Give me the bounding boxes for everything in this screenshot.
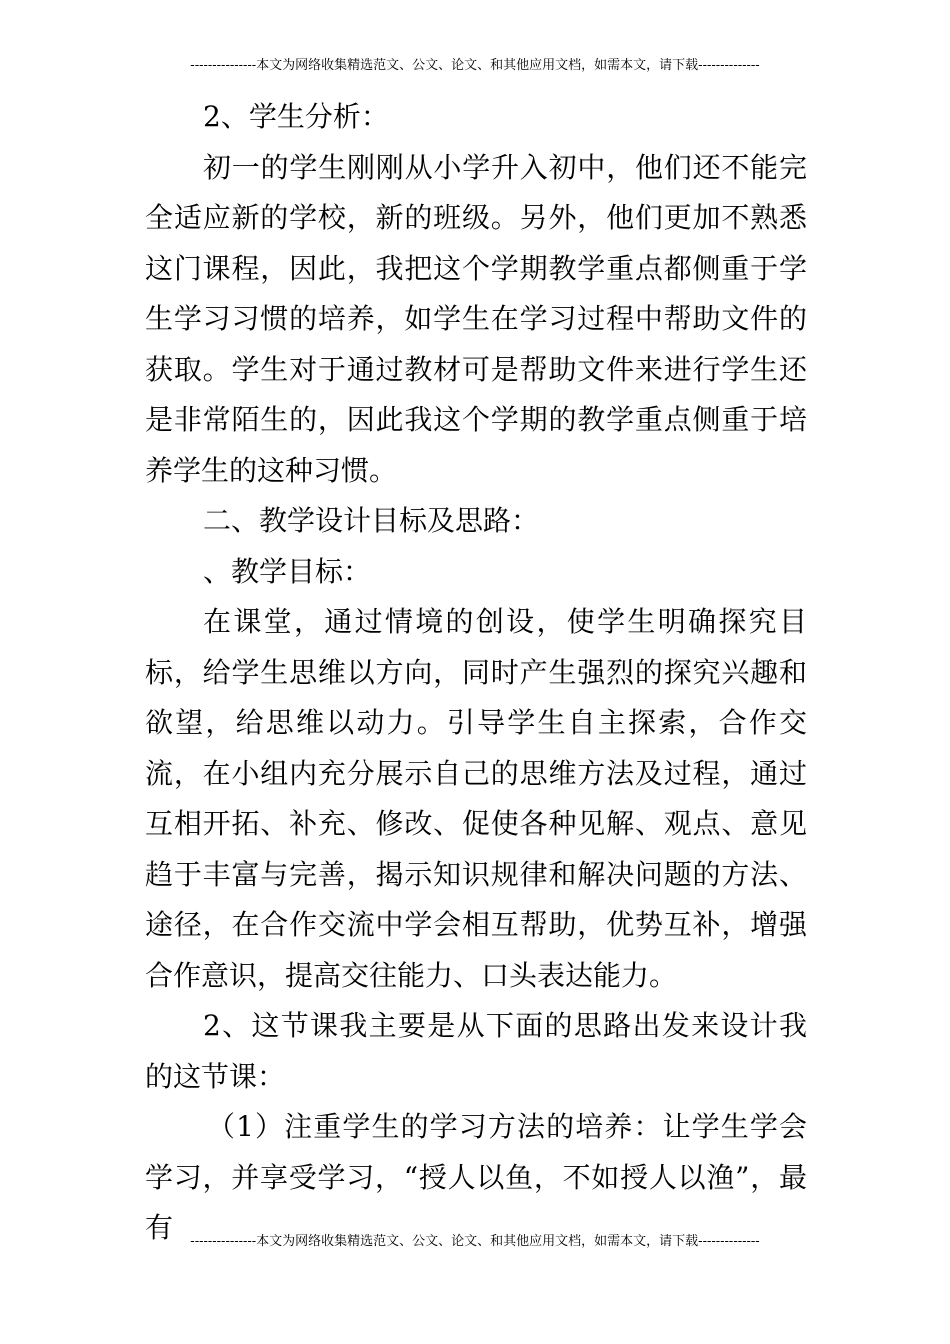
paragraph-student-analysis: 初一的学生刚刚从小学升入初中，他们还不能完全适应新的学校，新的班级。另外，他们更加不熟悉这门课程，因此，我把这个学期教学重点都侧重于学生学习习惯的培养，如学生在学习过程中帮助文件的获取。学生对于通过教材可是帮助文件来进行学生还是非常陌生的，因此我这个学期的教学重点侧重于培养学生的这种习惯。 xyxy=(145,150,807,487)
page-footer: ---------------本文为网络收集精选范文、公文、论文、和其他应用文档，如需本文，请下载-------------- xyxy=(190,1234,760,1249)
paragraph-teaching-goals: 在课堂，通过情境的创设，使学生明确探究目标，给学生思维以方向，同时产生强烈的探究兴趣和欲望，给思维以动力。引导学生自主探索，合作交流，在小组内充分展示自己的思维方法及过程，通过互相开拓、补充、修改、促使各种见解、观点、意见趋于丰富与完善，揭示知识规律和解决问题的方法、途径，在合作交流中学会相互帮助，优势互补，增强合作意识，提高交往能力、口头表达能力。 xyxy=(145,605,807,992)
document-body xyxy=(145,92,807,1254)
section-heading-teaching-goals: 、教学目标： xyxy=(203,554,372,588)
paragraph-learning-methods: （1）注重学生的学习方法的培养：让学生学会学习，并享受学习，“授人以鱼，不如授人以渔”，最有 xyxy=(145,1110,807,1244)
paragraph-design-approach: 2、这节课我主要是从下面的思路出发来设计我的这节课： xyxy=(145,1009,807,1093)
section-heading-design-goals: 二、教学设计目标及思路： xyxy=(203,504,540,537)
section-heading-student-analysis: 2、学生分析： xyxy=(203,100,389,133)
page-header: ---------------本文为网络收集精选范文、公文、论文、和其他应用文档，如需本文，请下载-------------- xyxy=(190,58,760,73)
